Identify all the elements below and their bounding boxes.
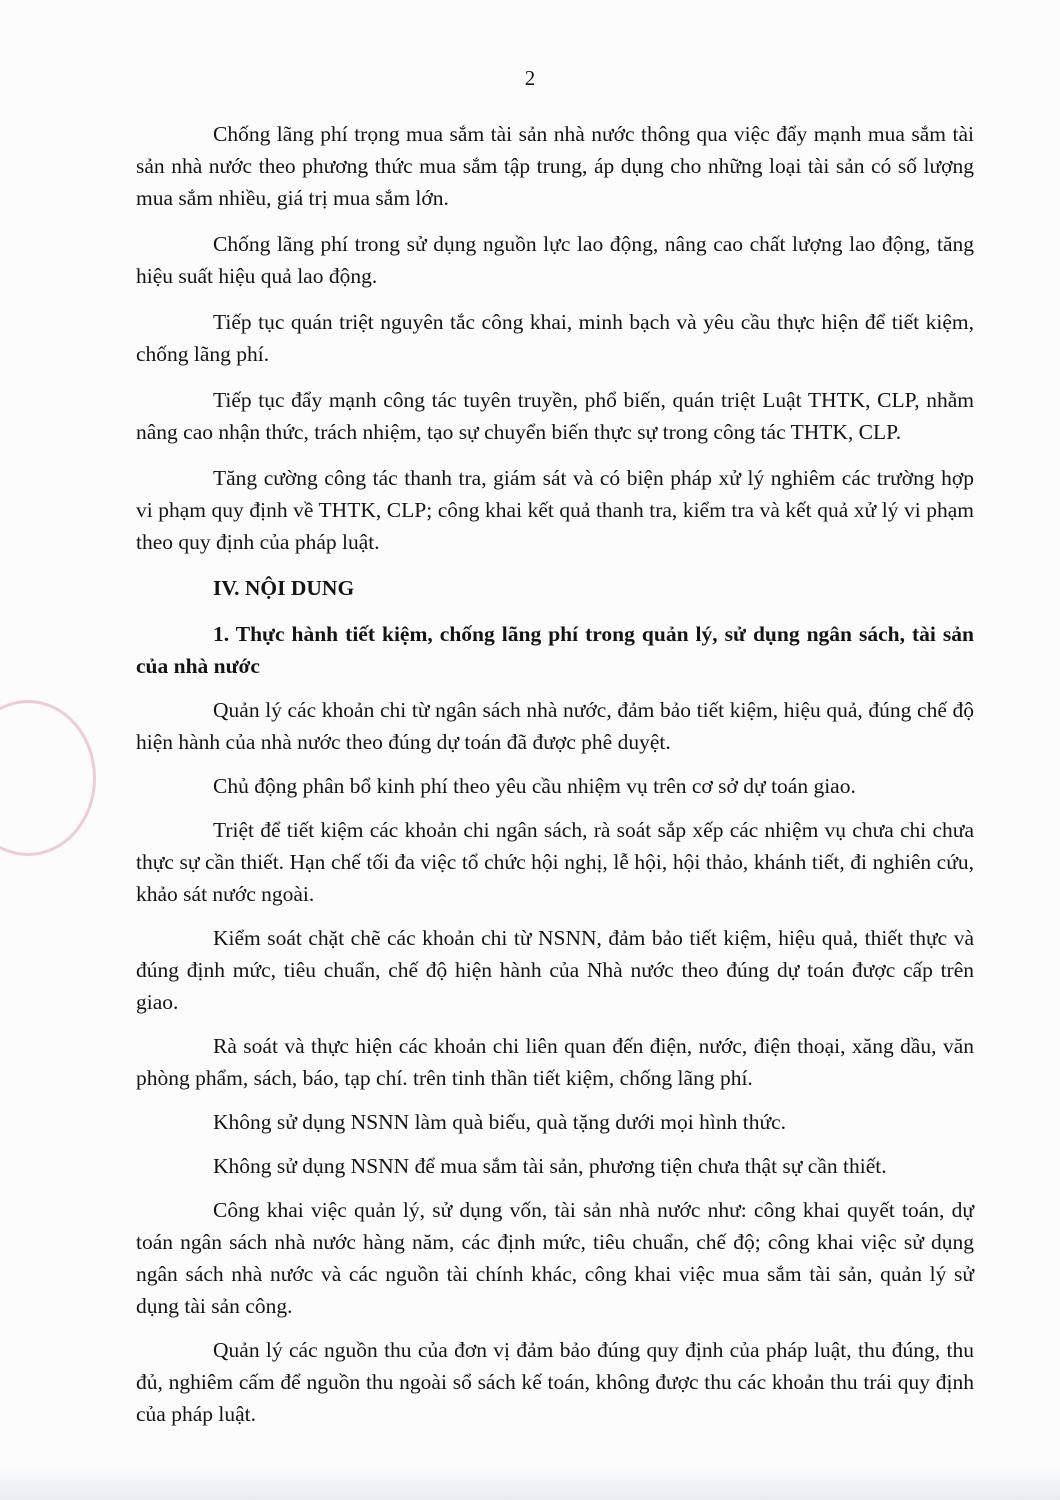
paragraph: Tăng cường công tác thanh tra, giám sát và có biện pháp xử lý nghiêm các trường hợp vi phạm quy định về THTK, CLP; công khai kết quả thanh tra, kiểm tra và kết quả xử lý vi phạm theo quy định của pháp luật.	[136, 466, 974, 554]
paragraph: Tiếp tục quán triệt nguyên tắc công khai, minh bạch và yêu cầu thực hiện để tiết kiệm, chống lãng phí.	[136, 310, 974, 366]
faded-stamp-mark	[0, 700, 96, 856]
paragraph: Tiếp tục đẩy mạnh công tác tuyên truyền, phổ biến, quán triệt Luật THTK, CLP, nhằm nâng cao nhận thức, trách nhiệm, tạo sự chuyển biến thực sự trong công tác THTK, CLP.	[136, 388, 974, 444]
paragraph: Không sử dụng NSNN để mua sắm tài sản, phương tiện chưa thật sự cần thiết.	[213, 1154, 887, 1178]
scan-edge-shadow	[0, 1465, 1060, 1500]
paragraph: Công khai việc quản lý, sử dụng vốn, tài sản nhà nước như: công khai quyết toán, dự toán ngân sách nhà nước hàng năm, các định mức, tiêu chuẩn, chế độ; công khai việc sử dụng ngân sách nhà nước và các nguồn tài chính khác, công khai việc mua sắm tài sản, quản lý sử dụng tài sản công.	[136, 1198, 974, 1318]
section-heading: IV. NỘI DUNG	[213, 576, 355, 600]
paragraph: Quản lý các khoản chi từ ngân sách nhà nước, đảm bảo tiết kiệm, hiệu quả, đúng chế độ hiện hành của nhà nước theo đúng dự toán đã được phê duyệt.	[136, 698, 974, 754]
paragraph: Kiểm soát chặt chẽ các khoản chi từ NSNN, đảm bảo tiết kiệm, hiệu quả, thiết thực và đúng định mức, tiêu chuẩn, chế độ hiện hành của Nhà nước theo đúng dự toán được cấp trên giao.	[136, 926, 974, 1014]
paragraph: Chống lãng phí trọng mua sắm tài sản nhà nước thông qua việc đẩy mạnh mua sắm tài sản nhà nước theo phương thức mua sắm tập trung, áp dụng cho những loại tài sản có số lượng mua sắm nhiều, giá trị mua sắm lớn.	[136, 122, 974, 210]
document-body	[136, 118, 974, 1442]
page-number: 2	[524, 66, 536, 90]
subsection-heading: 1. Thực hành tiết kiệm, chống lãng phí trong quản lý, sử dụng ngân sách, tài sản của nhà nước	[136, 622, 974, 678]
paragraph: Không sử dụng NSNN làm quà biếu, quà tặng dưới mọi hình thức.	[213, 1110, 787, 1134]
paragraph: Rà soát và thực hiện các khoản chi liên quan đến điện, nước, điện thoại, xăng dầu, văn phòng phẩm, sách, báo, tạp chí. trên tinh thần tiết kiệm, chống lãng phí.	[136, 1034, 974, 1090]
paragraph: Quản lý các nguồn thu của đơn vị đảm bảo đúng quy định của pháp luật, thu đúng, thu đủ, nghiêm cấm để nguồn thu ngoài sổ sách kế toán, không được thu các khoản thu trái quy định của pháp luật.	[136, 1338, 974, 1426]
paragraph: Chống lãng phí trong sử dụng nguồn lực lao động, nâng cao chất lượng lao động, tăng hiệu suất hiệu quả lao động.	[136, 232, 974, 288]
paragraph: Chủ động phân bổ kinh phí theo yêu cầu nhiệm vụ trên cơ sở dự toán giao.	[213, 774, 856, 798]
paragraph: Triệt để tiết kiệm các khoản chi ngân sách, rà soát sắp xếp các nhiệm vụ chưa chi chưa thực sự cần thiết. Hạn chế tối đa việc tổ chức hội nghị, lễ hội, hội thảo, khánh tiết, đi nghiên cứu, khảo sát nước ngoài.	[136, 818, 974, 906]
